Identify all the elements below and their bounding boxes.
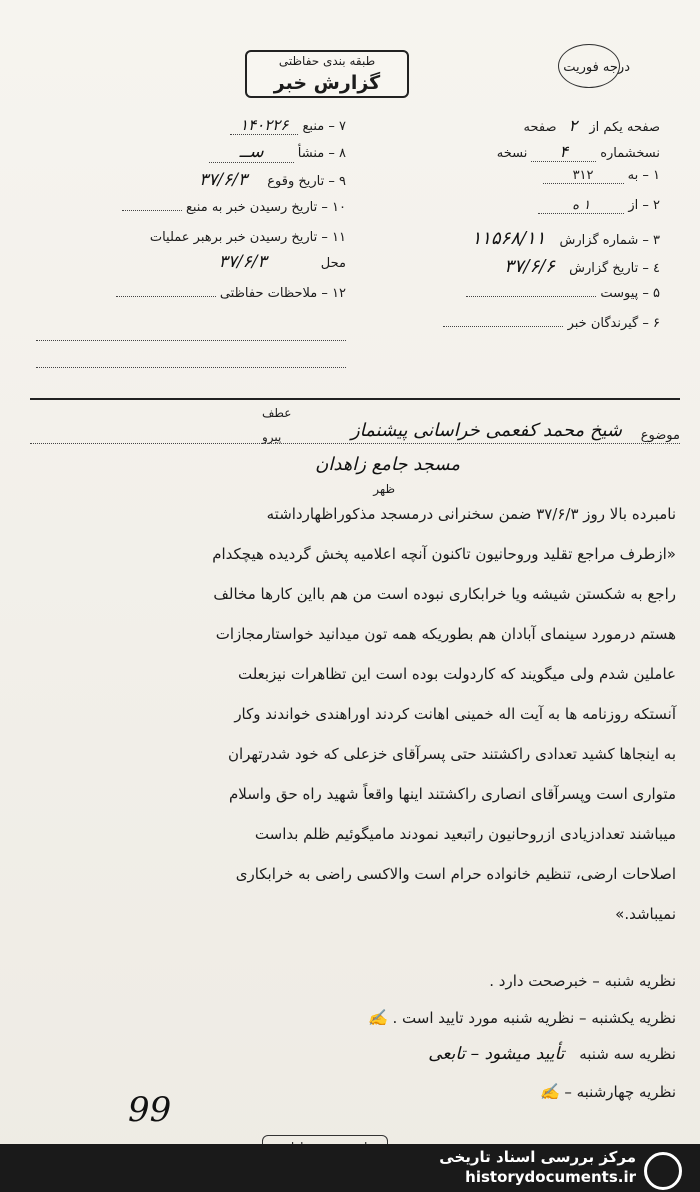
right-fields (36, 116, 346, 368)
body-line: آنستکه روزنامه ها به آیت اله خمینی اهانت کردند اوراهندی خواندند وکار (234, 705, 676, 723)
report-body (22, 494, 676, 934)
followup-annotation: پیرو (262, 430, 282, 444)
noon-annotation: ظهر (373, 482, 395, 496)
field-row: ۳ – شماره گزارش ۱۱۵۶۸/۱۱ (471, 228, 660, 249)
field-row: ۹ – تاریخ وقوع ۳۷/۶/۳ (199, 170, 346, 190)
subject-label: موضوع (640, 428, 680, 443)
reference-annotation: عطف (262, 406, 292, 420)
section-divider (30, 398, 680, 400)
note-line: نظریه شنبه – خبرصحت دارد . (489, 972, 676, 990)
body-line: هستم درمورد سینمای آبادان هم بطوریکه همه تون میدانید خواستارمجازات (215, 625, 676, 643)
field-row: محل ۳۷/۶/۳ (218, 252, 346, 272)
subject-underline (30, 443, 680, 444)
classification-label: طبقه بندی حفاظتی (278, 54, 376, 68)
field-row: ٤ – تاریخ گزارش ۳۷/۶/۶ (504, 256, 660, 277)
page-number: 99 (128, 1090, 172, 1130)
blank-line (36, 316, 346, 341)
field-row: ۱۰ – تاریخ رسیدن خبر به منبع (36, 200, 346, 230)
review-notes (216, 972, 676, 1112)
body-line: به اینجاها کشید تعدادی راکشتند حتی پسرآقای خزعلی که خود شدرتهران (227, 745, 676, 763)
body-line: «ازطرف مراجع تقلید وروحانیون تاکنون آنچه اعلامیه پخش گردیده هیچکدام (212, 545, 676, 563)
watermark-band (0, 1144, 700, 1192)
blank-line (36, 341, 346, 368)
field-row: نسخشماره ۴ نسخه (496, 142, 660, 161)
field-row: ۵ – پیوست (360, 286, 660, 316)
field-row: ۱۲ – ملاحظات حفاظتی (36, 286, 346, 316)
archive-logo-icon (644, 1152, 682, 1190)
note-line: نظریه سه شنبه تأیید میشود – تابعی (428, 1044, 676, 1064)
field-row: ۶ – گیرندگان خبر (360, 316, 660, 346)
initials-signature: ✍ (367, 1008, 388, 1027)
subject-text: شیخ محمد کفعمی خراسانی پیشنماز (350, 420, 622, 441)
body-line: نامبرده بالا روز ۳۷/۶/۳ ضمن سخنرانی درمسجد مذکوراظهارداشته (266, 505, 676, 523)
classification-box (245, 50, 409, 98)
body-line: متواری است وپسرآقای انصاری راکشتند اینها واقعاً شهید راه حق واسلام (229, 785, 676, 803)
report-title: گزارش خبر (273, 72, 381, 94)
field-row: ۸ – منشأ ســ (36, 142, 346, 170)
field-row: ۷ – منبع ۱۴۰۲۲۶ (36, 116, 346, 142)
watermark-url: historydocuments.ir (465, 1168, 636, 1186)
subject-line2: مسجد جامع زاهدان (315, 454, 460, 475)
field-row: ۱۱ – تاریخ رسیدن خبر برهبر عملیات (149, 230, 346, 245)
body-line: نمیباشد.» (615, 905, 676, 923)
body-line: راجع به شکستن شیشه ویا خرابکاری نبوده است من هم بااین کارها مخالف (213, 585, 676, 603)
field-row: صفحه یکم از ۲ صفحه (523, 116, 660, 135)
left-fields (360, 116, 660, 346)
note-line: نظریه چهارشنبه – ✍ (539, 1082, 676, 1101)
field-row: ۲ – از ۱ ه (360, 198, 660, 228)
body-line: میباشند تعدادزیادی ازروحانیون راتبعید نمودند مامیگوئیم ظلم بداست (254, 825, 676, 843)
watermark-title: مرکز بررسی اسناد تاریخی (439, 1148, 636, 1166)
field-row: ۱ – به ۳۱۲ (360, 168, 660, 198)
body-line: اصلاحات ارضی، تنظیم خانواده حرام است والاکسی راضی به خرابکاری (235, 865, 676, 883)
body-line: عاملین شدم ولی میگویند که کاردولت بوده است این تظاهرات نیزبعلت (237, 665, 676, 683)
wednesday-signature: ✍ (539, 1082, 560, 1101)
note-line: نظریه یکشنبه – نظریه شنبه مورد تایید است . ✍ (367, 1008, 676, 1027)
urgency-label: درجه فوریت (563, 60, 630, 75)
urgency-circle (558, 44, 620, 88)
